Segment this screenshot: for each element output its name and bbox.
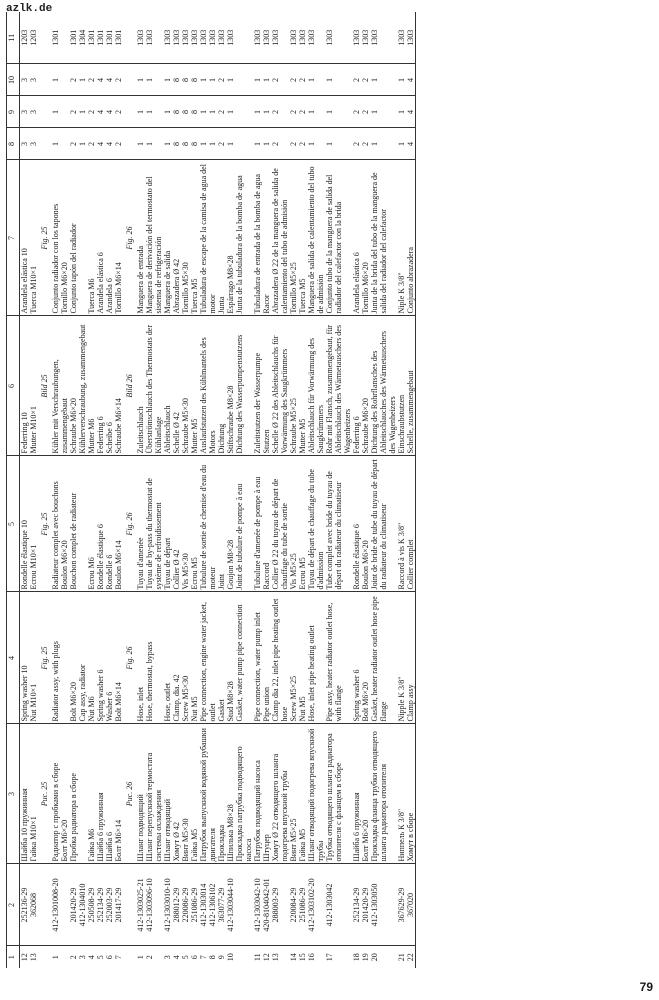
table-row [352, 12, 397, 968]
cell-german: Mutter M6 Federring 6 Scheibe 6 Schraube M6×14 [87, 316, 123, 456]
cell-qty-b: 1 1 [136, 96, 163, 128]
cell-number: 14 15 16 [289, 953, 316, 962]
cell-qty-c: 2 2 1 [289, 64, 325, 96]
cell-french: Rondelle élastique 10 Ecrou M10×1 [20, 456, 39, 592]
cell-group: 1303 1303 1303 [352, 12, 397, 64]
cell-qty-b [38, 96, 51, 128]
cell-qty-a: 2 4 4 2 [87, 128, 123, 160]
cell-group: 1301 1301 1301 1301 [87, 12, 123, 64]
cell-german: Bild 25 [38, 316, 51, 456]
cell-qty-b: 1 2 1 [51, 96, 87, 128]
cell-french: Ecrou M6 Rondelle élastique 6 Rondelle 6 Boulon M6×14 [87, 456, 123, 592]
cell-qty-a [123, 128, 136, 160]
cell-catalog-number: 412-1303010-10 288012-29 220086-29 251086-29 412-1303014 412-1306102 363077-29 412-1303044-10 [163, 864, 253, 946]
cell-english: Pipe assy, heater radiator outlet hose, with flange [325, 592, 352, 724]
cell-qty-c: 1 1 2 [253, 64, 289, 96]
cell-german: Schraube M5×25 Mutter M5 Ableitschlauch für Vorwärmung des Saugkrümmers [289, 316, 325, 456]
cell-catalog-number [123, 864, 136, 946]
cell-russian: Рис. 26 [123, 724, 136, 864]
cell-french: Vis M5×25 Ecrou M5 Tuyau de départ de chauffage du tube d'admission [289, 456, 325, 592]
cell-group: 1303 1303 1303 1303 1303 1303 1303 1303 [163, 12, 253, 64]
cell-english: Screw M5×25 Nut M5 Hose, inlet pipe heating outlet [289, 592, 325, 724]
column-header-german: 6 [7, 316, 20, 456]
cell-spanish: Manguera de entrada Manguera de derivación del termostato del sistema de refrigeración [136, 160, 163, 316]
cell-russian: Шайба 10 пружинная Гайка М10×1 [20, 724, 39, 864]
cell-qty-a: 3 3 [20, 128, 39, 160]
column-header-qty-b: 9 [7, 96, 20, 128]
cell-qty-a: 1 1 [136, 128, 163, 160]
cell-qty-c: 1 1 [136, 64, 163, 96]
table-row [51, 12, 87, 968]
cell-russian: Ниппель К 3/8" Хомут в сборе [397, 724, 416, 864]
table-row [325, 12, 352, 968]
table-row [87, 12, 123, 968]
figure-row [38, 12, 51, 968]
cell-number: 4 5 6 7 [87, 955, 123, 960]
parts-table [6, 12, 416, 968]
cell-number: 3 4 5 6 7 8 9 10 [163, 953, 235, 962]
cell-catalog-number: 367629-29 367020 [397, 864, 416, 946]
cell-catalog-number: 412-1303042 [325, 864, 352, 946]
figure-row [123, 12, 136, 968]
cell-group: 1303 1303 1303 [289, 12, 325, 64]
column-header-qty-c: 10 [7, 64, 20, 96]
cell-group: 1303 1303 [397, 12, 416, 64]
cell-english: Nut M6 Spring washer 6 Washer 6 Bolt M6×14 [87, 592, 123, 724]
cell-spanish: Tornillo M5×25 Tuerca M5 Manguera de salida de calentamiento del tubo de admisión [289, 160, 325, 316]
cell-catalog-number: 412-1303025-21 412-1303096-10 [136, 864, 163, 946]
cell-english: Spring washer 10 Nut M10×1 [20, 592, 39, 724]
cell-catalog-number: 252136-29 362068 [20, 864, 39, 946]
cell-french: Tubulure d'amenée de pompe à eau Raccord Collier Ø 22 du tuyau de départ de chauffage du tube de sortie [253, 456, 289, 592]
cell-qty-c: 1 4 [397, 64, 416, 96]
cell-catalog-number: 252134-29 201420-29 412-1303050 [352, 864, 397, 946]
cell-qty-c: 2 2 1 [352, 64, 397, 96]
table-row [253, 12, 289, 968]
cell-catalog-number: 250508-29 252134-29 252003-29 201417-29 [87, 864, 123, 946]
cell-catalog-number: 412-1301008-20 201420-29 412-1304010 [51, 864, 87, 946]
cell-qty-c: 3 3 [20, 64, 39, 96]
cell-french: Rondelle élastique 6 Boulon M6×20 Joint de bride de tube du tuyau de départ du radiateur du climatiseur [352, 456, 397, 592]
cell-russian: Патрубок подводящий насоса Штуцер Хомут Ø 22 отводящего шланга подогрева впускной трубы [253, 724, 289, 864]
cell-number [38, 946, 51, 968]
cell-french: Tuyau d'amenée Tuyau de by-pass du thermostat de système de refroidissement [136, 456, 163, 592]
cell-qty-c: 1 8 8 8 1 1 2 1 [163, 64, 253, 96]
cell-english: Hose, outlet Clamp, dia. 42 Screw M5×30 Nut M5 Pipe connection, engine water jacket, outlet Gasket Stud M8×28 Gasket, water pump pipe connection [163, 592, 253, 724]
cell-german: Zuleitschlauch Überströmschlauch des Thermostats der Kühlanlage [136, 316, 163, 456]
cell-french: Tuyau de départ Collier Ø 42 Vis M5×30 Ecrou M5 Tubulure de sortie de chemise d'eau du moteur Joint Goujon M8×28 Joint de tubulure de pompe à eau [163, 456, 253, 592]
cell-spanish: Fig. 25 [38, 160, 51, 316]
cell-qty-c [38, 64, 51, 96]
cell-qty-b [123, 96, 136, 128]
cell-russian: Шайба 6 пружинная Болт М6×20 Прокладка фланца трубки отводящего шланга радиатора отопителя [352, 724, 397, 864]
cell-qty-b: 2 4 4 2 [87, 96, 123, 128]
table-body [20, 12, 416, 968]
column-header-russian: 3 [7, 724, 20, 864]
cell-german: Bild 26 [123, 316, 136, 456]
cell-group: 1301 1301 1304 [51, 12, 87, 64]
table-row [20, 12, 39, 968]
cell-french: Fig. 26 [123, 456, 136, 592]
cell-number: 11 12 13 [253, 953, 280, 962]
cell-german: Federring 10 Mutter M10×1 [20, 316, 39, 456]
column-header-group: 11 [7, 12, 20, 64]
cell-german: Ableitschlauch Schelle Ø 42 Schraube M5×30 Mutter M5 Auslaufstutzen des Kühlmantels des Motors Dichtung Stiftschraube M8×28 Dichtung des Wasserpumpenstutzens [163, 316, 253, 456]
cell-russian: Трубка отводящего шланга радиатора отопителя с фланцем в сборе [325, 724, 352, 864]
cell-number: 21 22 [397, 946, 416, 968]
cell-english: Fig. 25 [38, 592, 51, 724]
cell-qty-a: 1 4 [397, 128, 416, 160]
cell-spanish: Manguera de salida Abrazadera Ø 42 Tornillo M5×30 Tuerca M5 Tubuladura de escape de la camisa de agua del motor Junta Espárrago M8×28 Junta de la tubuladura de la bomba de agua [163, 160, 253, 316]
cell-russian: Радиатор с пробками в сборе Болт М6×20 Пробка радиатора в сборе [51, 724, 87, 864]
cell-qty-c: 1 [325, 64, 352, 96]
cell-group: 1303 1303 [136, 12, 163, 64]
cell-german: Federring 6 Schraube M6×20 Dichtung des Rohrflansches des Ableitschlauches des Wärmetauschers des Wagenheizers [352, 316, 397, 456]
cell-qty-b: 2 2 1 [289, 96, 325, 128]
cell-english: Fig. 26 [123, 592, 136, 724]
page-number: 79 [639, 980, 653, 994]
cell-qty-a [38, 128, 51, 160]
cell-spanish: Conjunto tubo de la manguera de salida del radiador del calefactor con la brida [325, 160, 352, 316]
cell-qty-a: 1 2 1 [51, 128, 87, 160]
cell-german: Zuleitstutzen der Wasserpumpe Stutzen Schelle Ø 22 des Ableitschlauchs für Vorwärmung des Saugkrümmers [253, 316, 289, 456]
cell-french: Tube complet avec bride du tuyau de départ du radiateur du climatiseur [325, 456, 352, 592]
cell-russian: Рис. 25 [38, 724, 51, 864]
column-header-english: 4 [7, 592, 20, 724]
cell-spanish: Arandela elástica 10 Tuerca M10×1 [20, 160, 39, 316]
table-row [136, 12, 163, 968]
cell-german: Einschraubstutzen Schelle, zusammengebaut [397, 316, 416, 456]
cell-french: Fig. 25 [38, 456, 51, 592]
column-header-catalog-number: 2 [7, 864, 20, 946]
column-header-number: 1 [7, 946, 20, 968]
cell-catalog-number [38, 864, 51, 946]
cell-catalog-number: 412-1303042-10 420-8104042-01 288003-29 [253, 864, 289, 946]
column-header-spanish: 7 [7, 160, 20, 316]
cell-qty-a: 1 8 8 8 1 1 2 1 [163, 128, 253, 160]
cell-russian: Шланг подводящий Шланг перепускной термостата системы охлаждения [136, 724, 163, 864]
cell-number: 12 13 [20, 953, 38, 962]
column-header-qty-a: 8 [7, 128, 20, 160]
cell-russian: Гайка М6 Шайба 6 пружинная Шайба 6 Болт М6×14 [87, 724, 123, 864]
cell-spanish: Conjunto radiador con los tapones Tornillo M6×20 Conjunto tapón del radiador [51, 160, 87, 316]
cell-qty-c [123, 64, 136, 96]
cell-number: 1 2 [136, 955, 154, 960]
cell-qty-b: 1 1 2 [253, 96, 289, 128]
cell-qty-a: 1 [325, 128, 352, 160]
cell-group: 1303 [325, 12, 352, 64]
cell-english: Nipple K 3/8" Clamp assy [397, 592, 416, 724]
cell-qty-a: 2 2 1 [289, 128, 325, 160]
cell-english: Pipe connection, water pump inlet Pipe union Clamp dia 22, inlet pipe heating outlet hose [253, 592, 289, 724]
cell-russian: Шланг отводящий Хомут Ø 42 Винт М5×30 Гайка М5 Патрубок выпускной водяной рубашки двигателя Прокладка Шпилька М8×28 Прокладка патрубка подводящего насоса [163, 724, 253, 864]
cell-group: 1303 1303 1303 [253, 12, 289, 64]
cell-group [38, 12, 51, 64]
column-header-row [7, 12, 20, 968]
cell-group: 1203 1203 [20, 12, 39, 64]
cell-spanish: Arandela elástica 6 Tornillo M6×20 Junta de la brida del tubo de la manguera de salida del radiador del calefactor [352, 160, 397, 316]
cell-french: Radiateur complet avec bouchons Boulon M6×20 Bouchon complet de radiateur [51, 456, 87, 592]
column-header-french: 5 [7, 456, 20, 592]
cell-qty-a: 2 2 1 [352, 128, 397, 160]
cell-qty-b: 1 8 8 8 1 1 2 1 [163, 96, 253, 128]
cell-catalog-number: 220084-29 251086-29 412-1303102-20 [289, 864, 325, 946]
cell-russian: Винт М5×25 Гайка М5 Шланг отводящий подогрева впускной трубы [289, 724, 325, 864]
cell-number: 18 19 20 [352, 953, 379, 962]
cell-number [123, 946, 136, 968]
table-row [289, 12, 325, 968]
table-row [397, 12, 416, 968]
cell-english: Spring washer 6 Bolt M6×20 Gasket, heater radiator outlet hose pipe flange [352, 592, 397, 724]
site-label: azlk.de [6, 3, 53, 15]
cell-qty-b: 1 4 [397, 96, 416, 128]
cell-qty-a: 1 1 2 [253, 128, 289, 160]
cell-group [123, 12, 136, 64]
cell-number: 1 2 3 [51, 955, 87, 960]
cell-qty-c: 1 2 1 [51, 64, 87, 96]
cell-german: Rohr mit Flansch, zusammengebaut, für Ableitschlauch des Wärmetauschers des Wagenheizers [325, 316, 352, 456]
cell-spanish: Niple K 3/8" Conjunto abrazadera [397, 160, 416, 316]
cell-german: Kühler mit Verschraubungen, zusammengebaut Schraube M6×20 Kühlerverschraubung, zusammengebaut [51, 316, 87, 456]
cell-english: Hose, inlet Hose, thermostat, bypass [136, 592, 163, 724]
cell-number: 17 [325, 953, 334, 962]
cell-english: Radiator assy, with plugs Bolt M6×20 Cap assy, radiator [51, 592, 87, 724]
cell-qty-b: 3 3 [20, 96, 39, 128]
table-row [163, 12, 253, 968]
cell-spanish: Tubuladura de entrada de la bomba de agua Racor Abrazadera Ø 22 de la manguera de salida de calentamiento del tubo de admisión [253, 160, 289, 316]
cell-qty-b: 2 2 1 [352, 96, 397, 128]
cell-spanish: Tuerca M6 Arandela elástica 6 Arandela 6 Tornillo M6×14 [87, 160, 123, 316]
cell-qty-b: 1 [325, 96, 352, 128]
cell-qty-c: 2 4 4 2 [87, 64, 123, 96]
cell-spanish: Fig. 26 [123, 160, 136, 316]
cell-french: Raccord à vis K 3/8" Collier complet [397, 456, 416, 592]
